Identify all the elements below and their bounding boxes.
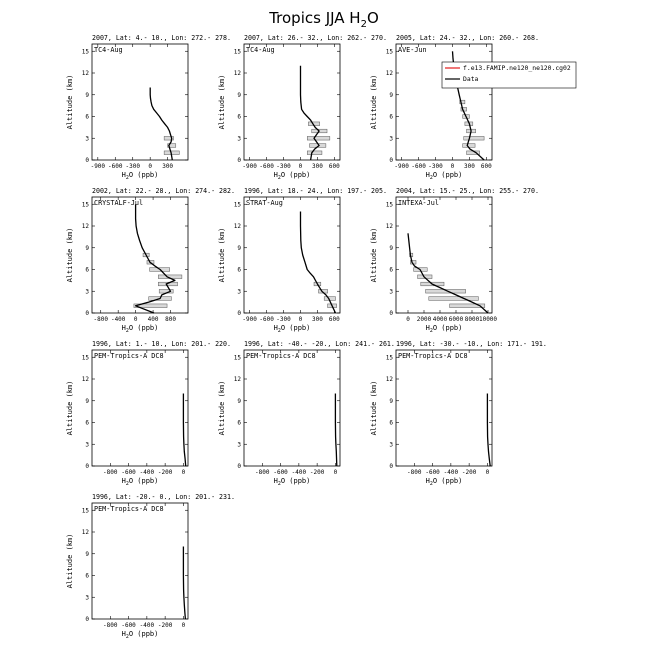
y-tick-label: 9 [237,244,241,252]
y-tick-label: 6 [85,113,89,121]
plot-frame [92,350,188,466]
panel-6 [370,187,539,334]
error-bar [464,136,484,140]
campaign-label: CRYSTALF-Jul [94,199,144,207]
campaign-label: PEM-Tropics-A DC8 [398,352,468,360]
x-tick-label: -800 [103,469,118,476]
y-axis-label: Altitude (km) [66,380,74,436]
campaign-label: TC4-Aug [246,46,275,54]
y-tick-label: 3 [237,288,241,296]
y-tick-label: 15 [385,354,393,362]
x-tick-label: 0 [298,316,303,323]
x-tick-label: 800 [165,316,176,323]
panel-5 [218,187,387,334]
x-axis-label: $H_2O$ (ppb) [121,477,159,487]
y-axis-label: Altitude (km) [218,74,226,130]
x-axis-label: $H_2O$ (ppb) [273,477,311,487]
y-axis-label: Altitude (km) [218,227,226,283]
y-tick-label: 9 [389,91,393,99]
campaign-label: PEM-Tropics-A DC8 [94,352,164,360]
data-profile-line [335,394,336,467]
y-tick-label: 3 [85,135,89,143]
y-tick-label: 3 [85,288,89,296]
x-tick-label: -400 [291,469,307,476]
x-tick-label: -400 [139,622,155,629]
x-tick-label: 300 [162,163,174,170]
y-tick-label: 6 [237,419,241,427]
x-tick-label: -400 [139,469,155,476]
y-axis-label: Altitude (km) [370,227,378,283]
panel-7 [66,340,231,487]
x-tick-label: -900 [90,163,106,170]
y-tick-label: 6 [389,419,393,427]
y-tick-label: 12 [233,70,241,77]
panel-header: 2007, Lat: 4.- 10., Lon: 272.- 278. [92,34,231,42]
figure-title-tail: O [366,9,379,27]
x-tick-label: 2000 [416,316,432,323]
x-tick-label: -300 [276,163,291,170]
y-tick-label: 15 [81,507,89,515]
x-tick-label: 10000 [478,316,498,323]
y-tick-label: 9 [389,397,393,405]
x-tick-label: -400 [110,316,126,323]
y-tick-label: 9 [85,397,89,405]
x-tick-label: 0 [133,316,138,323]
error-bar [307,136,330,140]
x-tick-label: -900 [394,163,409,170]
x-tick-label: 0 [181,469,186,476]
y-tick-label: 12 [81,376,89,383]
x-tick-label: 0 [485,469,490,476]
y-tick-label: 12 [385,376,393,383]
x-tick-label: 600 [328,316,340,323]
figure-title [268,9,379,30]
y-axis-label: Altitude (km) [370,380,378,436]
y-tick-label: 15 [81,354,89,362]
x-tick-label: 6000 [448,316,464,323]
figure-title-main: Tropics JJA H [269,9,361,27]
x-tick-label: -200 [309,469,325,476]
y-tick-label: 12 [81,223,89,230]
x-tick-label: -400 [443,469,459,476]
y-tick-label: 15 [385,201,393,209]
x-tick-label: 0 [148,163,152,170]
panel-header: 2004, Lat: 15.- 25., Lon: 255.- 270. [396,187,539,195]
x-tick-label: -300 [276,316,291,323]
y-tick-label: 9 [85,550,89,558]
y-tick-label: 9 [85,244,89,252]
x-tick-label: 8000 [464,316,480,323]
y-tick-label: 12 [233,376,241,383]
y-axis-label: Altitude (km) [66,533,74,589]
panel-1 [66,34,231,181]
figure-title-subscript: 2 [360,19,367,30]
y-tick-label: 3 [85,441,89,449]
x-tick-label: -600 [259,163,274,170]
y-tick-label: 3 [237,135,241,143]
panel-10 [66,493,235,640]
panel-3 [370,34,576,181]
panel-9 [370,340,547,487]
campaign-label: INTEXA-Jul [398,199,439,207]
x-tick-label: -600 [121,469,136,476]
y-tick-label: 9 [237,91,241,99]
y-tick-label: 0 [389,463,393,470]
x-tick-label: 400 [147,316,159,323]
y-tick-label: 12 [233,223,241,230]
x-tick-label: -600 [259,316,274,323]
y-tick-label: 12 [81,529,89,536]
x-tick-label: 600 [328,163,340,170]
x-tick-label: -800 [103,622,118,629]
y-tick-label: 6 [389,266,393,274]
x-tick-label: 0 [333,469,338,476]
y-tick-label: 9 [85,91,89,99]
y-tick-label: 0 [237,463,241,470]
y-tick-label: 15 [81,201,89,209]
x-tick-label: 300 [311,163,323,170]
plot-frame [92,197,188,313]
x-tick-label: -600 [121,622,136,629]
plot-frame [396,350,492,466]
x-axis-label: $H_2O$ (ppb) [121,324,159,334]
x-tick-label: 0 [298,163,303,170]
error-bar [429,297,479,301]
y-tick-label: 15 [233,48,241,56]
panel-header: 1996, Lat: -40.- -20., Lon: 241.- 261. [244,340,395,348]
data-profile-line [408,233,488,313]
x-tick-label: -600 [108,163,123,170]
campaign-label: STRAT-Aug [246,199,283,207]
y-tick-label: 0 [389,310,393,317]
x-tick-label: -600 [411,163,426,170]
y-tick-label: 6 [389,113,393,121]
panel-header: 2007, Lat: 26.- 32., Lon: 262.- 270. [244,34,387,42]
x-tick-label: -300 [428,163,443,170]
x-tick-label: -900 [242,316,257,323]
data-profile-line [487,394,490,467]
x-tick-label: -800 [255,469,270,476]
panel-2 [218,34,387,181]
y-tick-label: 9 [389,244,393,252]
panel-header: 1996, Lat: 1.- 10., Lon: 201.- 220. [92,340,231,348]
x-tick-label: -300 [125,163,140,170]
y-tick-label: 3 [389,441,393,449]
y-tick-label: 3 [389,288,393,296]
x-tick-label: -800 [93,316,108,323]
y-tick-label: 6 [237,113,241,121]
x-tick-label: 4000 [432,316,448,323]
panel-header: 1996, Lat: -20.- 0., Lon: 201.- 231. [92,493,235,501]
y-tick-label: 15 [81,48,89,56]
panel-header: 1996, Lat: -30.- -10., Lon: 171.- 191. [396,340,547,348]
y-tick-label: 12 [385,70,393,77]
error-bar [307,151,322,155]
y-tick-label: 3 [237,441,241,449]
y-tick-label: 6 [85,419,89,427]
y-tick-label: 0 [237,157,241,164]
x-tick-label: -200 [157,469,173,476]
x-axis-label: $H_2O$ (ppb) [121,630,159,640]
campaign-label: PEM-Tropics-A DC8 [246,352,316,360]
y-tick-label: 0 [389,157,393,164]
y-tick-label: 6 [85,266,89,274]
plot-frame [244,44,340,160]
y-tick-label: 0 [85,463,89,470]
y-tick-label: 0 [85,310,89,317]
x-tick-label: -600 [425,469,440,476]
data-profile-line [150,88,172,161]
y-tick-label: 0 [237,310,241,317]
panels-container [66,34,576,640]
x-tick-label: -200 [461,469,477,476]
y-tick-label: 0 [85,157,89,164]
y-tick-label: 12 [385,223,393,230]
panel-header: 2005, Lat: 24.- 32., Lon: 260.- 268. [396,34,539,42]
y-tick-label: 15 [385,48,393,56]
plot-frame [92,44,188,160]
y-tick-label: 3 [85,594,89,602]
campaign-label: PEM-Tropics-A DC8 [94,505,164,513]
plot-frame [244,197,340,313]
y-tick-label: 3 [389,135,393,143]
y-axis-label: Altitude (km) [218,380,226,436]
data-profile-line [183,394,185,467]
x-tick-label: 300 [311,316,323,323]
x-tick-label: -200 [157,622,173,629]
data-profile-line [183,547,185,620]
x-tick-label: -800 [407,469,422,476]
campaign-label: AVE-Jun [398,46,427,54]
legend-label: Data [463,75,479,83]
legend-label: f.e13.FAMIP.ne120_ne120.cg02 [463,64,571,72]
plot-frame [244,350,340,466]
y-tick-label: 15 [233,354,241,362]
x-tick-label: 0 [406,316,410,323]
x-tick-label: -900 [242,163,257,170]
x-tick-label: 0 [181,622,186,629]
x-axis-label: $H_2O$ (ppb) [425,171,463,181]
y-axis-label: Altitude (km) [66,74,74,130]
x-tick-label: 600 [480,163,492,170]
plot-frame [396,44,492,160]
y-tick-label: 0 [85,616,89,623]
x-tick-label: -600 [273,469,288,476]
plot-frame [92,503,188,619]
campaign-label: TC4-Aug [94,46,123,54]
y-tick-label: 12 [81,70,89,77]
y-axis-label: Altitude (km) [370,74,378,130]
x-axis-label: $H_2O$ (ppb) [425,324,463,334]
panel-header: 2002, Lat: 22.- 28., Lon: 274.- 282. [92,187,235,195]
panel-header: 1996, Lat: 18.- 24., Lon: 197.- 205. [244,187,387,195]
y-axis-label: Altitude (km) [66,227,74,283]
x-axis-label: $H_2O$ (ppb) [273,171,311,181]
y-tick-label: 9 [237,397,241,405]
x-axis-label: $H_2O$ (ppb) [121,171,159,181]
panel-8 [218,340,395,487]
y-tick-label: 6 [85,572,89,580]
y-tick-label: 15 [233,201,241,209]
panel-4 [66,187,235,334]
y-tick-label: 6 [237,266,241,274]
x-tick-label: 0 [450,163,455,170]
x-axis-label: $H_2O$ (ppb) [273,324,311,334]
x-axis-label: $H_2O$ (ppb) [425,477,463,487]
x-tick-label: 300 [463,163,475,170]
